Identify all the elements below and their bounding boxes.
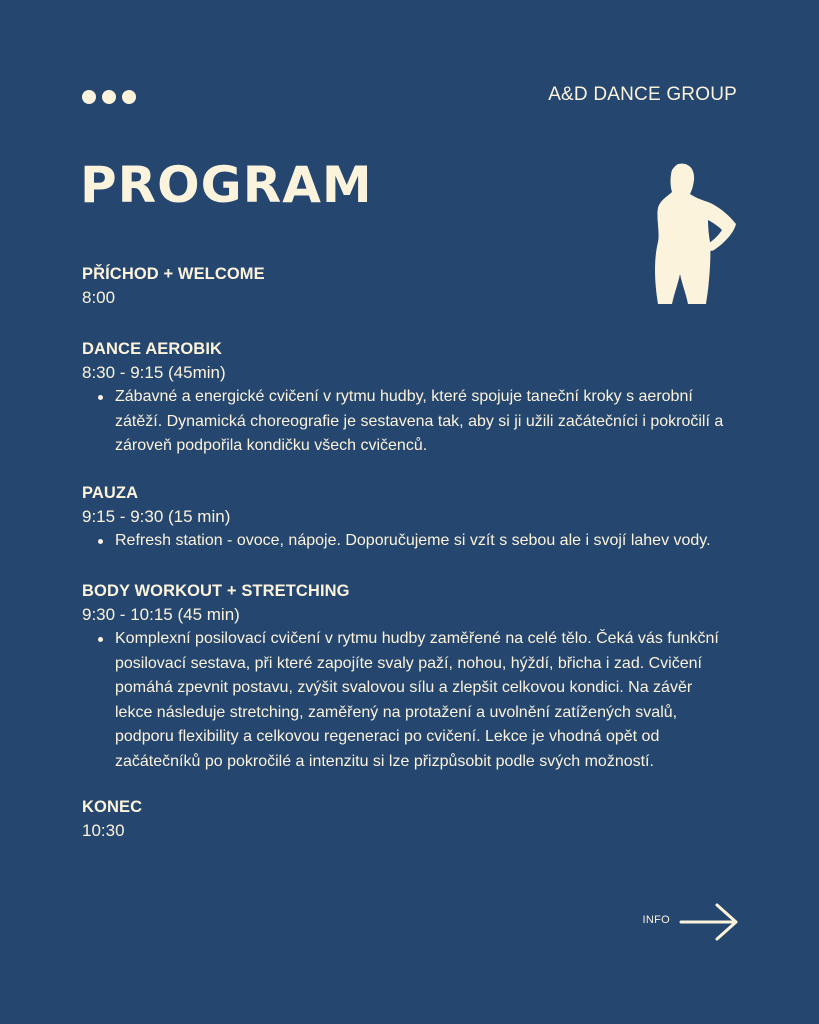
list-item: Zábavné a energické cvičení v rytmu hudby, které spojuje taneční kroky s aerobní zátěží. Dynamická choreografie je sestavena tak, aby si ji užili začátečníci i pokročilí a zároveň podpořila kondičku všech cvičenců. <box>115 385 732 459</box>
arrow-right-icon[interactable] <box>679 902 739 942</box>
dot <box>82 90 96 104</box>
section-time: 8:00 <box>82 288 116 307</box>
program-item-body-workout <box>82 580 732 774</box>
list-item: Komplexní posilovací cvičení v rytmu hudby zaměřené na celé tělo. Čeká vás funkční posilovací sestava, při které zapojíte svaly paží, nohou, hýždí, břicha i zad. Cvičení pomáhá zpevnit postavu, zvýšit svalovou sílu a zlepšit celkovou kondici. Na závěr lekce následuje stretching, zaměřený na protažení a uvolnění zatížených svalů, podporu flexibility a celkovou regeneraci po cvičení. Lekce je vhodná opět od začátečníků po pokročilé a intenzitu si lze přizpůsobit podle svých možností. <box>115 627 732 774</box>
dot <box>122 90 136 104</box>
list-item: Refresh station - ovoce, nápoje. Doporučujeme si vzít s sebou ale i svojí lahev vody. <box>115 529 732 554</box>
program-item-welcome <box>82 263 732 310</box>
section-bullets <box>82 529 732 554</box>
section-time: 8:30 - 9:15 (45min) <box>82 363 226 382</box>
section-bullets <box>82 627 732 774</box>
brand-name: A&D DANCE GROUP <box>548 84 737 105</box>
program-list <box>82 263 732 843</box>
section-time: 10:30 <box>82 821 125 840</box>
section-heading: DANCE AEROBIK <box>82 340 223 358</box>
three-dots-icon[interactable] <box>82 90 136 104</box>
page-title: PROGRAM <box>80 156 373 214</box>
section-heading: PŘÍCHOD + WELCOME <box>82 265 265 283</box>
section-heading: KONEC <box>82 798 143 816</box>
section-heading: PAUZA <box>82 483 139 502</box>
program-item-dance-aerobik <box>82 338 732 459</box>
program-item-konec <box>82 796 732 843</box>
section-time: 9:30 - 10:15 (45 min) <box>82 605 240 624</box>
info-link[interactable]: INFO <box>642 914 670 926</box>
section-time: 9:15 - 9:30 (15 min) <box>82 506 231 526</box>
section-heading: BODY WORKOUT + STRETCHING <box>82 582 350 600</box>
dot <box>102 90 116 104</box>
program-item-pauza <box>82 482 732 554</box>
section-bullets <box>82 385 732 459</box>
